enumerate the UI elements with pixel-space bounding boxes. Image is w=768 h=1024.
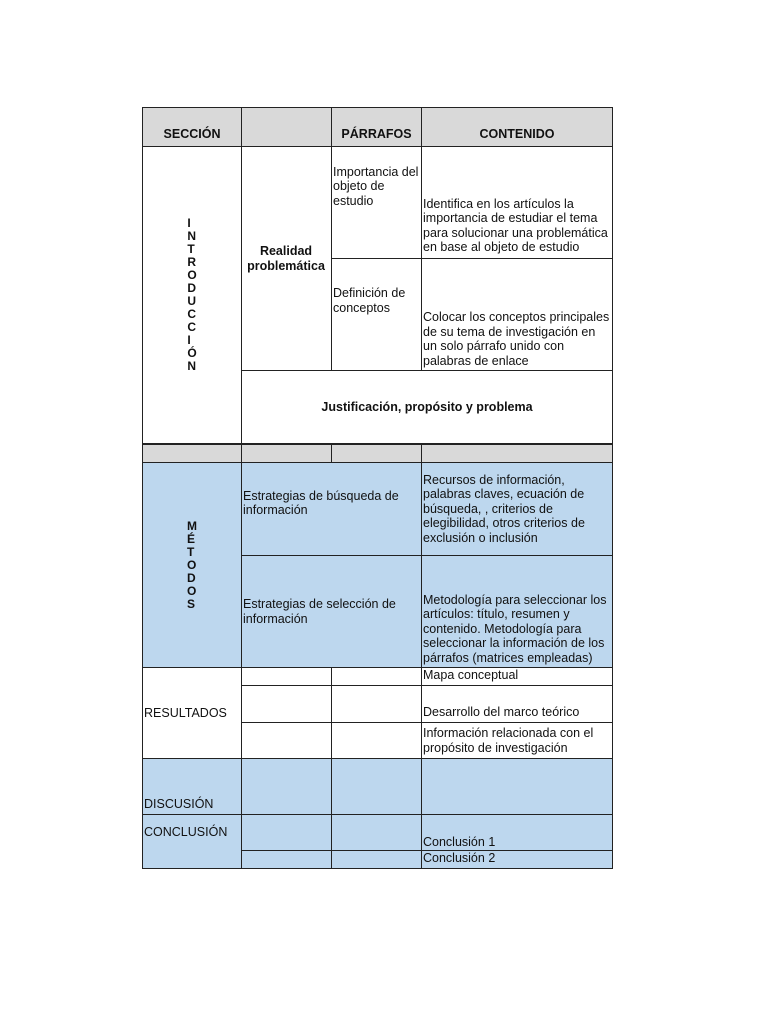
introduccion-letter: I — [187, 216, 191, 230]
section-metodos-label — [142, 462, 242, 668]
resultados-row-3 — [421, 722, 613, 759]
introduccion-letter: U — [187, 294, 196, 308]
introduccion-letter: T — [187, 242, 195, 256]
conclusion-r2-c3 — [331, 850, 422, 869]
structure-table — [142, 107, 613, 869]
metodos-letter: T — [187, 544, 195, 559]
header-seccion: SECCIÓN — [142, 107, 242, 147]
conclusion-label-text: CONCLUSIÓN — [144, 825, 228, 839]
realidad-problematica-label: Realidad problemática — [247, 244, 325, 273]
separator-cell-3 — [331, 443, 422, 463]
intro-row-1-contenido — [421, 146, 613, 259]
intro-row-1-parrafo-text: Importancia del objeto de estudio — [333, 164, 419, 208]
resultados-r1-c2 — [241, 667, 332, 686]
justificacion-text: Justificación, propósito y problema — [321, 400, 533, 414]
metodos-row-1-estrategia — [241, 462, 422, 556]
resultados-r1-c3 — [331, 667, 422, 686]
resultados-r3-c3 — [331, 722, 422, 759]
metodos-row-2-estrategia — [241, 555, 422, 668]
intro-row-2-contenido — [421, 258, 613, 371]
metodos-letter: O — [187, 557, 197, 572]
conclusion-row-1-text: Conclusión 1 — [423, 834, 496, 849]
section-resultados-label — [142, 667, 242, 759]
metodos-row-1-contenido-text: Recursos de información, palabras claves, ecuación de búsqueda, , criterios de elegibilidad, otros criterios de exclusión o inclusión — [423, 472, 585, 545]
resultados-r3-c2 — [241, 722, 332, 759]
introduccion-letter: N — [187, 359, 196, 373]
resultados-r2-c2 — [241, 685, 332, 723]
introduccion-letter: C — [187, 307, 196, 321]
introduccion-letter: Ó — [187, 346, 197, 360]
conclusion-row-2-text: Conclusión 2 — [423, 851, 496, 865]
header-contenido: CONTENIDO — [421, 107, 613, 147]
resultados-row-3-text: Información relacionada con el propósito de investigación — [423, 726, 594, 755]
section-introduccion-label — [142, 146, 242, 444]
metodos-letter: D — [187, 570, 196, 585]
header-blank — [241, 107, 332, 147]
intro-row-2-parrafo-text: Definición de conceptos — [333, 286, 406, 315]
introduccion-letter: O — [187, 268, 197, 282]
resultados-row-2 — [421, 685, 613, 723]
separator-cell-4 — [421, 443, 613, 463]
resultados-row-1-text: Mapa conceptual — [423, 668, 519, 682]
conclusion-r2-c2 — [241, 850, 332, 869]
discusion-c4 — [421, 758, 613, 815]
discusion-c2 — [241, 758, 332, 815]
introduccion-letter: R — [187, 255, 196, 269]
conclusion-row-2 — [421, 850, 613, 869]
resultados-r2-c3 — [331, 685, 422, 723]
section-conclusion-label — [142, 814, 242, 869]
discusion-c3 — [331, 758, 422, 815]
metodos-row-2-contenido — [421, 555, 613, 668]
section-discusion-label — [142, 758, 242, 815]
introduccion-letter: N — [187, 229, 196, 243]
resultados-label-text: RESULTADOS — [144, 705, 227, 720]
conclusion-r1-c2 — [241, 814, 332, 851]
metodos-letter: M — [187, 518, 197, 533]
metodos-row-2-contenido-text: Metodología para seleccionar los artículos: título, resumen y contenido. Metodología para seleccionar la información de los párrafos (matrices empleadas) — [423, 592, 607, 665]
intro-row-1-parrafo — [331, 146, 422, 259]
metodos-vertical-text — [187, 520, 197, 611]
discusion-label-text: DISCUSIÓN — [144, 796, 214, 811]
introduccion-vertical-text — [187, 217, 196, 373]
introduccion-letter: C — [187, 320, 196, 334]
conclusion-r1-c3 — [331, 814, 422, 851]
metodos-row-1-contenido — [421, 462, 613, 556]
metodos-row-1-estrategia-text: Estrategias de búsqueda de información — [243, 488, 399, 517]
resultados-row-1 — [421, 667, 613, 686]
separator-cell-1 — [142, 443, 242, 463]
separator-cell-2 — [241, 443, 332, 463]
intro-row-2-parrafo — [331, 258, 422, 371]
metodos-letter: É — [187, 531, 196, 546]
intro-row-2-contenido-text: Colocar los conceptos principales de su tema de investigación en un solo párrafo unido con palabras de enlace — [423, 310, 610, 368]
metodos-row-2-estrategia-text: Estrategias de selección de información — [243, 597, 396, 626]
metodos-letter: S — [187, 596, 196, 611]
header-parrafos: PÁRRAFOS — [331, 107, 422, 147]
resultados-row-2-text: Desarrollo del marco teórico — [423, 704, 580, 719]
introduccion-letter: I — [187, 333, 191, 347]
introduccion-letter: D — [187, 281, 196, 295]
intro-row-1-contenido-text: Identifica en los artículos la importancia de estudiar el tema para solucionar una problemática en base al objeto de estudio — [423, 196, 608, 254]
metodos-letter: O — [187, 583, 197, 598]
justificacion-cell — [241, 370, 613, 444]
conclusion-row-1 — [421, 814, 613, 851]
subsection-realidad-problematica — [241, 146, 332, 371]
